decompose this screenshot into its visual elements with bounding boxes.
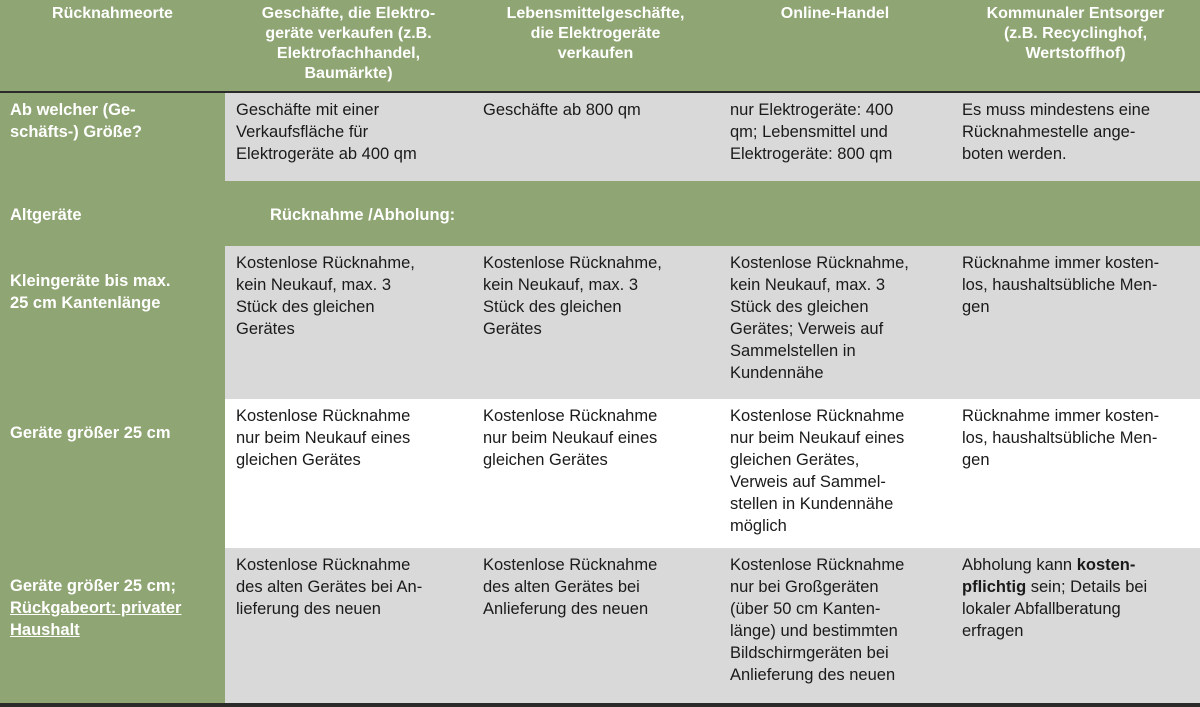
section-row-altgeraete (0, 181, 1200, 246)
section-label-altgeraete: Altgeräte (0, 181, 225, 246)
cell-small-lebensmittel: Kostenlose Rücknahme, kein Neukauf, max. 3 Stück des gleichen Gerätes (472, 246, 719, 399)
row-label-grosse-geraete: Geräte größer 25 cm (0, 399, 225, 548)
cell-household-online: Kostenlose Rücknahme nur bei Großgeräten (über 50 cm Kanten- länge) und bestimmten Bildschirmgeräten bei Anlieferung des neuen (719, 548, 951, 703)
cell-large-lebensmittel: Kostenlose Rücknahme nur beim Neukauf eines gleichen Gerätes (472, 399, 719, 548)
row-label-haushalt (0, 548, 225, 703)
cell-size-online: nur Elektrogeräte: 400 qm; Lebensmittel und Elektrogeräte: 800 qm (719, 93, 951, 181)
row-label-haushalt-ruckgabeort: Rückgabeort: privater Haushalt (10, 599, 182, 639)
header-cell-ruecknahmeorte: Rücknahmeorte (52, 5, 173, 22)
cell-small-kommunal: Rücknahme immer kosten- los, haushaltsübliche Men- gen (951, 246, 1200, 399)
cell-household-kommunal (951, 548, 1200, 703)
table-row-haushalt (0, 548, 1200, 703)
cell-small-online: Kostenlose Rücknahme, kein Neukauf, max. 3 Stück des gleichen Gerätes; Verweis auf Sammelstellen in Kundennähe (719, 246, 951, 399)
household-kommunal-pre: Abholung kann (962, 556, 1077, 574)
header-cell-lebensmittel: Lebensmittelgeschäfte, die Elektrogeräte verkaufen (506, 5, 685, 62)
cell-size-elektro: Geschäfte mit einer Verkaufsfläche für Elektrogeräte ab 400 qm (225, 93, 472, 181)
household-kommunal-bold: kosten- pflichtig (962, 556, 1136, 596)
cell-small-elektro: Kostenlose Rücknahme, kein Neukauf, max. 3 Stück des gleichen Gerätes (225, 246, 472, 399)
cell-household-elektro: Kostenlose Rücknahme des alten Gerätes bei An- lieferung des neuen (225, 548, 472, 703)
cell-large-kommunal: Rücknahme immer kosten- los, haushaltsübliche Men- gen (951, 399, 1200, 548)
table-row-kleingeraete (0, 246, 1200, 399)
table-row-size (0, 93, 1200, 181)
cell-size-lebensmittel: Geschäfte ab 800 qm (472, 93, 719, 181)
header-cell-online: Online-Handel (780, 5, 890, 22)
row-label-kleingeraete: Kleingeräte bis max. 25 cm Kantenlänge (0, 246, 225, 399)
bottom-border (0, 703, 1200, 707)
header-cell-kommunal: Kommunaler Entsorger (z.B. Recyclinghof, Wertstoffhof) (986, 5, 1165, 62)
household-kommunal-post: sein; Details bei lokaler Abfallberatung erfragen (962, 578, 1148, 640)
cell-large-elektro: Kostenlose Rücknahme nur beim Neukauf eines gleichen Gerätes (225, 399, 472, 548)
table-row-grosse-geraete (0, 399, 1200, 548)
cell-household-lebensmittel: Kostenlose Rücknahme des alten Gerätes bei Anlieferung des neuen (472, 548, 719, 703)
cell-size-kommunal: Es muss mindestens eine Rücknahmestelle ange- boten werden. (951, 93, 1200, 181)
header-cell-elektrogeschaefte: Geschäfte, die Elektro- geräte verkaufen (z.B. Elektrofachhandel, Baumärkte) (261, 5, 436, 82)
header-row (0, 0, 1200, 91)
row-label-size: Ab welcher (Ge- schäfts-) Größe? (0, 93, 225, 181)
row-label-haushalt-line1: Geräte größer 25 cm; (10, 577, 176, 595)
cell-large-online: Kostenlose Rücknahme nur beim Neukauf eines gleichen Gerätes, Verweis auf Sammel- stellen in Kundennähe möglich (719, 399, 951, 548)
section-subtitle-ruecknahme: Rücknahme /Abholung: (270, 206, 456, 224)
